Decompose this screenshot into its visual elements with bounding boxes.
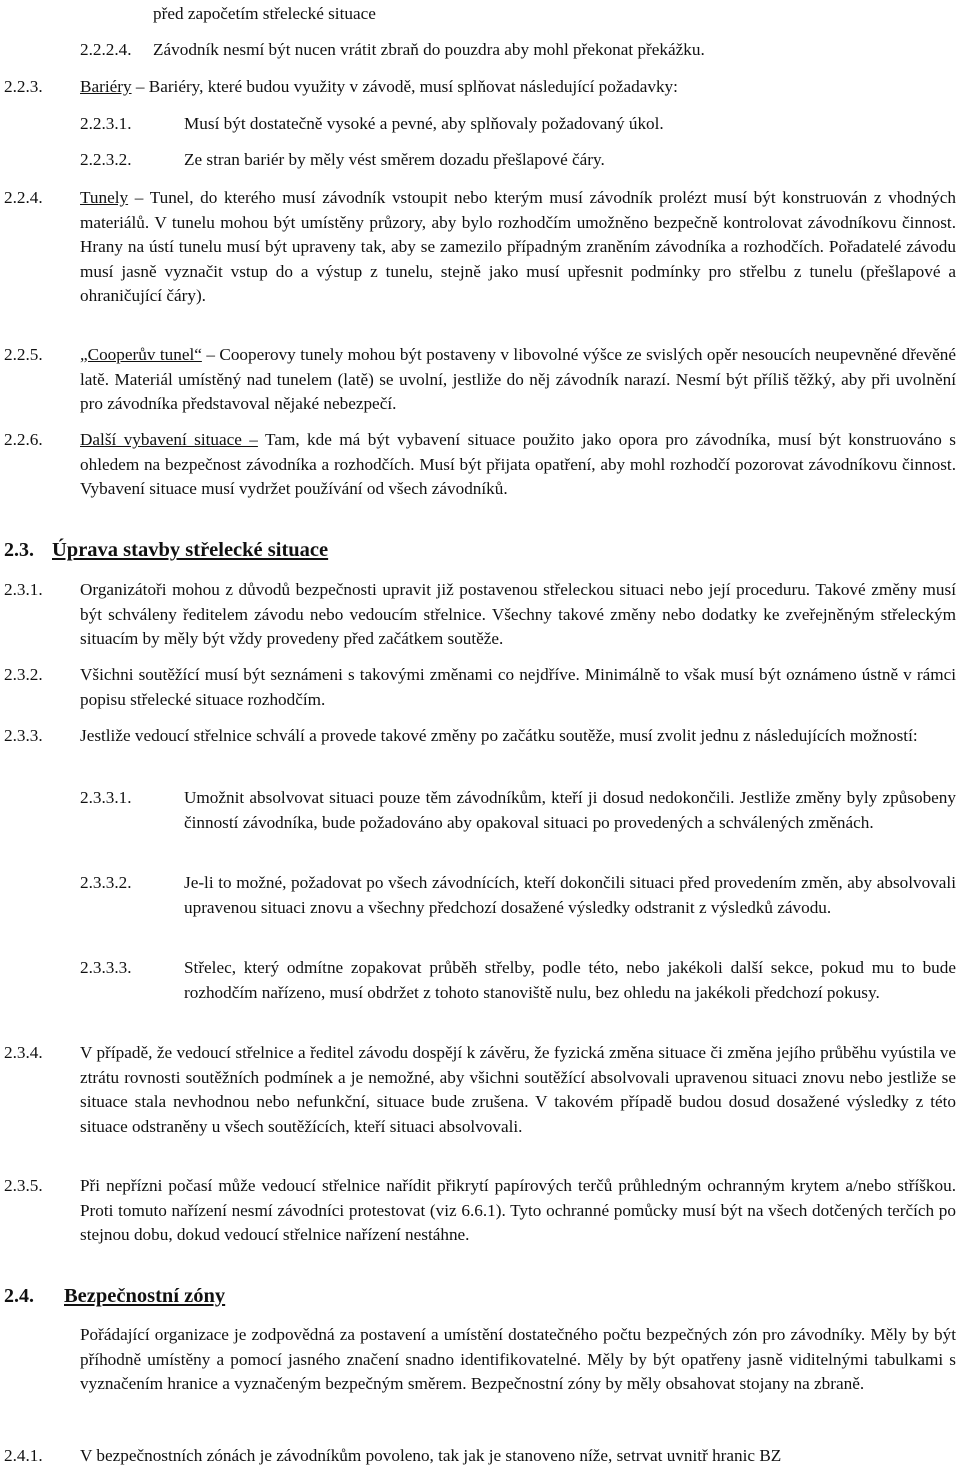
- section-number: 2.2.2.4.: [80, 40, 132, 59]
- section-text: Závodník nesmí být nucen vrátit zbraň do pouzdra aby mohl překonat překážku.: [153, 40, 705, 59]
- section-number: 2.3.3.2.: [80, 873, 132, 892]
- section-number: 2.3.4.: [4, 1043, 43, 1062]
- section-number: 2.3.3.: [4, 726, 43, 745]
- section-term: Bariéry: [80, 77, 132, 96]
- section-number: 2.4.1.: [4, 1446, 43, 1465]
- section-text: Bariéry – Bariéry, které budou využity v závodě, musí splňovat následující požadavky:: [80, 77, 678, 96]
- section-text: Musí být dostatečně vysoké a pevné, aby splňovaly požadovaný úkol.: [184, 114, 664, 133]
- section-text: Pořádající organizace je zodpovědná za postavení a umístění dostatečného počtu bezpečných zón pro závodníky. Měly by být příhodně umístěny a pomocí jasného značení snadno identifikovatelné. Měly by být opatřeny jasně viditelnými tabulkami s vyznačením hranice a vyznačeným bezpečným směrem. Bezpečnostní zóny by měly obsahovat stojany na zbraně.: [80, 1325, 956, 1394]
- section-term: „Cooperův tunel“: [80, 345, 202, 364]
- section-text: Organizátoři mohou z důvodů bezpečnosti upravit již postavenou střeleckou situaci nebo její proceduru. Takové změny musí být schváleny ředitelem závodu nebo vedoucím střelnice. Všechny takové změny nebo dodatky ke zveřejněným střeleckým situacím by měly být vždy provedeny před začátkem soutěže.: [80, 580, 956, 649]
- section-number: 2.2.5.: [4, 345, 43, 364]
- section-text: Další vybavení situace – Tam, kde má být vybavení situace použito jako opora pro závodníka, musí být konstruováno s ohledem na bezpečnost závodníka a rozhodčích. Musí být přijata opatření, aby mohl rozhodčí pozorovat závodníkovu činnost. Vybavení situace musí vydržet používání od všech závodníků.: [80, 430, 956, 499]
- section-number: 2.2.3.1.: [80, 114, 132, 133]
- section-number: 2.2.3.: [4, 77, 43, 96]
- section-text: Všichni soutěžící musí být seznámeni s takovými změnami co nejdříve. Minimálně to však musí být oznámeno ústně v rámci popisu střelecké situace rozhodčím.: [80, 665, 956, 709]
- section-number: 2.3.3.3.: [80, 958, 132, 977]
- section-number: 2.2.4.: [4, 188, 43, 207]
- section-number: 2.3.5.: [4, 1176, 43, 1195]
- section-term: Tunely: [80, 188, 129, 207]
- section-term: Další vybavení situace –: [80, 430, 258, 449]
- section-text: Je-li to možné, požadovat po všech závodnících, kteří dokončili situaci před provedením změn, aby absolvovali upravenou situaci znovu a všechny předchozí dosažené výsledky odstranit z výsledků závodu.: [184, 873, 956, 917]
- section-text: „Cooperův tunel“ – Cooperovy tunely mohou být postaveny v libovolné výšce ze svislých opěr nesoucích neupevněné dřevěné latě. Materiál umístěný nad tunelem (latě) se uvolní, jestliže do něj závodník narazí. Nesmí být příliš těžký, aby při uvolnění pro závodníka představoval nějaké nebezpečí.: [80, 345, 956, 414]
- heading-number: 2.4.: [4, 1285, 34, 1307]
- section-text: Jestliže vedoucí střelnice schválí a provede takové změny po začátku soutěže, musí zvolit jednu z následujících možností:: [80, 726, 918, 745]
- section-heading: Bezpečnostní zóny: [64, 1285, 226, 1307]
- section-number: 2.3.1.: [4, 580, 43, 599]
- section-number: 2.2.3.2.: [80, 150, 132, 169]
- section-number: 2.3.3.1.: [80, 788, 132, 807]
- section-number: 2.3.2.: [4, 665, 43, 684]
- section-heading: Úprava stavby střelecké situace: [52, 539, 329, 561]
- section-text: Při nepřízni počasí může vedoucí střelnice nařídit přikrytí papírových terčů průhledným ochranným krytem a/nebo stříškou. Proti tomuto nařízení nesmí závodníci protestovat (viz 6.6.1). Tyto ochranné pomůcky musí být na všech dotčených terčích po stejnou dobu, dokud vedoucí střelnice nařízení nestáhne.: [80, 1176, 956, 1245]
- section-text: V případě, že vedoucí střelnice a ředitel závodu dospějí k závěru, že fyzická změna situace či změna jejího průběhu vyústila ve ztrátu rovnosti soutěžních podmínek a je nemožné, aby všichni soutěžící absolvovali upravenou situaci znovu nebo jestliže se situace stala nevhodnou nebo nefunkční, situace bude zrušena. V takovém případě budou dosud dosažené výsledky z této situace odstraněny u všech soutěžících, kteří situaci absolvovali.: [80, 1043, 956, 1136]
- section-text: Tunely – Tunel, do kterého musí závodník vstoupit nebo kterým musí závodník prolézt musí být konstruován z vhodných materiálů. V tunelu mohou být umístěny průzory, aby bylo rozhodčím umožněno bezpečně kontrolovat závodníkovu činnost. Hrany na ústí tunelu musí být upraveny tak, aby se zamezilo případným zraněním závodníka a rozhodčích. Pořadatelé závodu musí jasně vyznačit vstup do a výstup z tunelu, stejně jako musí upřesnit podmínky pro střelbu z tunelu (přešlapové a ohraničující čáry).: [80, 188, 956, 306]
- section-text: Umožnit absolvovat situaci pouze těm závodníkům, kteří ji dosud nedokončili. Jestliže změny byly způsobeny činností závodníka, bude požadováno aby opakoval situaci po provedených a schválených změnách.: [184, 788, 956, 832]
- section-number: 2.2.6.: [4, 430, 43, 449]
- heading-number: 2.3.: [4, 539, 34, 561]
- continued-text: před započetím střelecké situace: [153, 4, 376, 23]
- section-text: Střelec, který odmítne zopakovat průběh střelby, podle této, nebo jakékoli další sekce, pokud mu to bude rozhodčím nařízeno, musí obdržet z tohoto stanoviště nulu, bez ohledu na jakékoli předchozí pokusy.: [184, 958, 956, 1002]
- section-text: Ze stran bariér by měly vést směrem dozadu přešlapové čáry.: [184, 150, 605, 169]
- section-text: V bezpečnostních zónách je závodníkům povoleno, tak jak je stanoveno níže, setrvat uvnitř hranic BZ: [80, 1446, 782, 1465]
